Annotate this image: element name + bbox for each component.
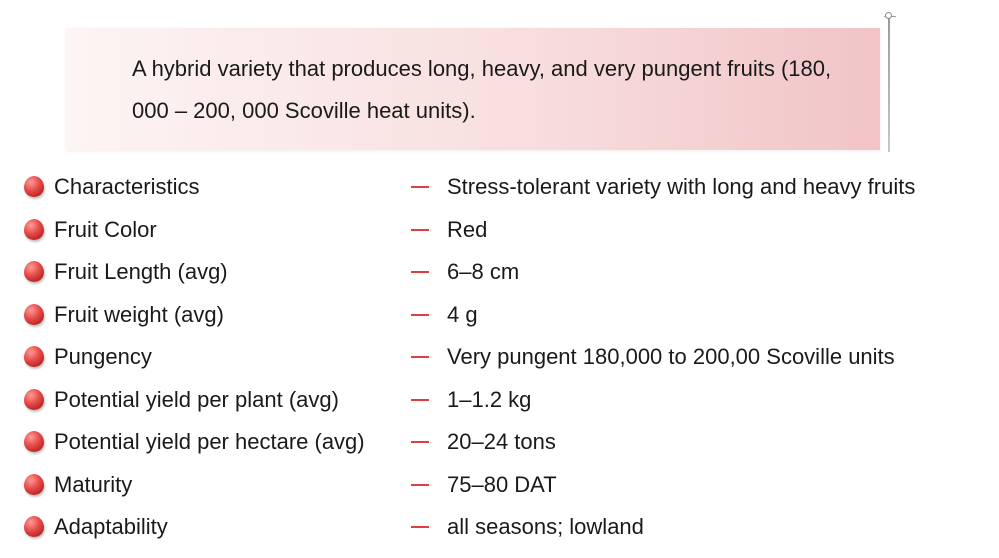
spec-value: 20–24 tons: [447, 429, 556, 454]
spec-list: [0, 167, 999, 550]
spec-value: Very pungent 180,000 to 200,00 Scoville units: [447, 344, 895, 369]
spec-value: 6–8 cm: [447, 259, 520, 284]
bullet-icon: [24, 176, 44, 197]
spec-label: Fruit weight (avg): [54, 301, 224, 327]
corner-decoration-dot: [885, 12, 892, 19]
spec-value: Red: [447, 216, 488, 242]
bullet-icon: [24, 431, 44, 452]
spec-label: Adaptability: [54, 514, 168, 539]
dash-icon: [411, 526, 429, 528]
spec-value: 4 g: [447, 301, 478, 327]
spec-row: [0, 167, 999, 210]
spec-label: Characteristics: [54, 174, 200, 199]
dash-icon: [411, 186, 429, 188]
spec-label: Potential yield per hectare (avg): [54, 429, 365, 454]
bullet-icon: [24, 261, 44, 282]
spec-label: Potential yield per plant (avg): [54, 386, 339, 412]
intro-text: A hybrid variety that produces long, heavy, and very pungent fruits (180, 000 – 200, 000 Scoville heat units).: [132, 56, 832, 123]
spec-label: Fruit Color: [54, 216, 157, 242]
spec-value: Stress-tolerant variety with long and heavy fruits: [447, 174, 916, 199]
spec-value: 1–1.2 kg: [447, 386, 532, 412]
spec-label: Pungency: [54, 344, 152, 369]
dash-icon: [411, 229, 429, 231]
spec-row: [0, 210, 999, 253]
dash-icon: [411, 271, 429, 273]
spec-label: Maturity: [54, 471, 133, 497]
bullet-icon: [24, 474, 44, 495]
spec-label: Fruit Length (avg): [54, 259, 228, 284]
spec-value: 75–80 DAT: [447, 471, 557, 497]
spec-row: [0, 422, 999, 465]
corner-decoration-rule: [888, 16, 890, 152]
spec-row: [0, 507, 999, 550]
dash-icon: [411, 484, 429, 486]
spec-row: [0, 380, 999, 423]
bullet-icon: [24, 516, 44, 537]
bullet-icon: [24, 304, 44, 325]
spec-value: all seasons; lowland: [447, 514, 644, 539]
spec-row: [0, 295, 999, 338]
intro-banner: [66, 28, 880, 150]
bullet-icon: [24, 219, 44, 240]
dash-icon: [411, 441, 429, 443]
dash-icon: [411, 399, 429, 401]
bullet-icon: [24, 389, 44, 410]
bullet-icon: [24, 346, 44, 367]
dash-icon: [411, 356, 429, 358]
spec-row: [0, 252, 999, 295]
dash-icon: [411, 314, 429, 316]
spec-row: [0, 465, 999, 508]
spec-row: [0, 337, 999, 380]
